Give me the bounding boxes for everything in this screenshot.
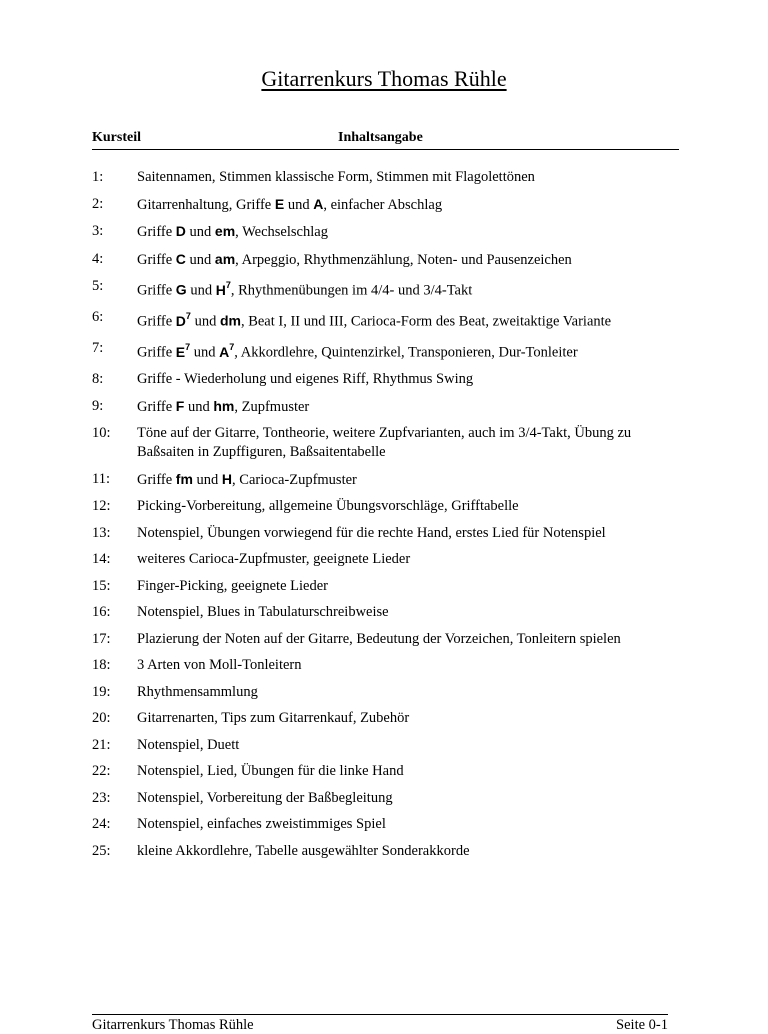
course-row: [92, 630, 679, 649]
course-number: 11:: [92, 470, 110, 487]
description-text: , einfacher Abschlag: [323, 196, 443, 213]
course-description: [137, 603, 679, 622]
page-footer: [92, 1014, 668, 1033]
description-text: und: [284, 196, 314, 213]
chord-name: hm: [213, 397, 235, 414]
course-row: [92, 550, 679, 569]
description-text: Gitarrenhaltung, Griffe: [137, 196, 275, 213]
course-number: 17:: [92, 630, 111, 647]
course-description: [137, 277, 679, 301]
course-row: [92, 397, 679, 417]
chord-name: $E^7$: [175, 342, 191, 360]
chord-name: H: [221, 470, 233, 487]
chord-name: F: [175, 397, 185, 414]
description-text: Griffe: [137, 313, 176, 330]
course-row: [92, 577, 679, 596]
course-row: [92, 762, 679, 781]
footer-page-number: Seite 0-1: [616, 1017, 668, 1033]
description-text: Griffe - Wiederholung und eigenes Riff, Rhythmus Swing: [137, 371, 474, 388]
course-number: 12:: [92, 498, 111, 515]
description-text: 3 Arten von Moll-Tonleitern: [137, 657, 302, 674]
description-text: , Carioca-Zupfmuster: [232, 471, 357, 488]
table-header: [92, 130, 679, 150]
course-row: [92, 789, 679, 808]
course-row: [92, 815, 679, 834]
chord-name: dm: [219, 312, 241, 329]
course-number: 3:: [92, 223, 104, 239]
course-description: [137, 709, 679, 728]
chord-superscript: 7: [229, 342, 235, 353]
course-description: [137, 577, 679, 596]
description-text: , Zupfmuster: [234, 398, 310, 415]
course-description: [137, 370, 679, 389]
description-text: Griffe: [137, 224, 176, 240]
course-number: 4:: [92, 250, 104, 267]
course-number: 15:: [92, 577, 111, 594]
description-text: und: [185, 251, 215, 268]
course-number: 18:: [92, 657, 111, 674]
description-text: , Wechselschlag: [235, 224, 328, 240]
chord-name: C: [175, 250, 186, 267]
description-text: Notenspiel, Lied, Übungen für die linke Hand: [137, 763, 404, 780]
course-description: [137, 736, 679, 755]
course-description: [137, 397, 679, 417]
description-text: Notenspiel, Duett: [137, 736, 240, 753]
description-text: Finger-Picking, geeignete Lieder: [137, 577, 328, 594]
description-text: , Beat I, II und III, Carioca-Form des Beat, zweitaktige Variante: [240, 313, 612, 330]
course-description: [137, 497, 679, 516]
course-row: [92, 842, 679, 861]
course-row: [92, 524, 679, 543]
description-text: Griffe: [137, 251, 176, 268]
chord-name: fm: [175, 470, 193, 487]
description-text: Griffe: [137, 344, 176, 361]
course-description: [137, 195, 679, 215]
course-row: [92, 195, 679, 215]
description-text: und: [186, 282, 216, 299]
course-number: 20:: [92, 710, 111, 727]
course-number: 10:: [92, 425, 111, 442]
course-row: [92, 603, 679, 622]
description-text: Griffe: [137, 398, 176, 415]
course-number: 22:: [92, 763, 111, 780]
course-number: 23:: [92, 789, 111, 806]
course-description: [137, 550, 679, 569]
course-number: 21:: [92, 736, 111, 753]
course-number: 7:: [92, 340, 104, 357]
chord-name: $D^7$: [175, 311, 191, 329]
course-row: [92, 339, 679, 363]
course-number: 2:: [92, 195, 104, 212]
description-text: und: [185, 224, 215, 240]
course-list: [92, 168, 679, 868]
course-row: [92, 470, 679, 490]
description-text: und: [184, 398, 214, 415]
description-text: Notenspiel, Übungen vorwiegend für die rechte Hand, erstes Lied für Notenspiel: [137, 524, 606, 541]
description-text: , Akkordlehre, Quintenzirkel, Transponieren, Dur-Tonleiter: [234, 344, 578, 361]
chord-name: D: [175, 223, 186, 239]
course-description: [137, 630, 679, 649]
chord-name: $H^7$: [215, 280, 231, 298]
course-row: [92, 656, 679, 675]
description-text: Notenspiel, Blues in Tabulaturschreibweise: [137, 604, 389, 621]
description-text: Saitennamen, Stimmen klassische Form, Stimmen mit Flagolettönen: [137, 169, 535, 185]
course-description: [137, 815, 679, 834]
footer-title: Gitarrenkurs Thomas Rühle: [92, 1017, 254, 1033]
course-row: [92, 250, 679, 270]
description-text: Gitarrenarten, Tips zum Gitarrenkauf, Zubehör: [137, 710, 410, 727]
course-row: [92, 736, 679, 755]
chord-name: G: [175, 281, 187, 298]
course-row: [92, 709, 679, 728]
chord-name: A: [313, 195, 324, 212]
course-number: 24:: [92, 816, 111, 833]
course-description: [137, 789, 679, 808]
course-description: [137, 308, 679, 332]
chord-name: em: [214, 223, 236, 239]
description-text: Plazierung der Noten auf der Gitarre, Bedeutung der Vorzeichen, Tonleitern spielen: [137, 630, 621, 647]
description-text: weiteres Carioca-Zupfmuster, geeignete Lieder: [137, 551, 411, 568]
description-text: Töne auf der Gitarre, Tontheorie, weitere Zupfvarianten, auch im 3/4-Takt, Übung zu Baßsaiten in Zupffiguren, Baßsaitentabelle: [137, 425, 632, 461]
course-description: [137, 222, 679, 242]
course-number: 6:: [92, 309, 104, 326]
chord-superscript: 7: [225, 280, 231, 290]
course-number: 14:: [92, 551, 111, 568]
course-number: 1:: [92, 169, 104, 185]
description-text: Notenspiel, einfaches zweistimmiges Spiel: [137, 816, 386, 833]
description-text: Griffe: [137, 282, 176, 299]
description-text: und: [190, 313, 220, 330]
description-text: Notenspiel, Vorbereitung der Baßbegleitung: [137, 789, 393, 806]
document-title: Gitarrenkurs Thomas Rühle: [261, 66, 507, 91]
course-number: 13:: [92, 524, 111, 541]
course-number: 19:: [92, 683, 111, 700]
course-row: [92, 497, 679, 516]
description-text: Griffe: [137, 471, 176, 488]
course-number: 8:: [92, 371, 104, 388]
description-text: und: [192, 471, 222, 488]
description-text: Rhythmensammlung: [137, 683, 258, 700]
course-number: 25:: [92, 842, 111, 859]
chord-superscript: 7: [185, 311, 191, 322]
course-number: 5:: [92, 278, 104, 294]
course-number: 9:: [92, 397, 104, 414]
course-row: [92, 222, 679, 242]
course-description: [137, 470, 679, 490]
course-description: [137, 656, 679, 675]
chord-name: E: [274, 195, 285, 212]
course-description: [137, 524, 679, 543]
course-row: [92, 308, 679, 332]
description-text: , Rhythmenübungen im 4/4- und 3/4-Takt: [230, 282, 473, 299]
course-description: [137, 250, 679, 270]
course-row: [92, 277, 679, 301]
header-kursteil: Kursteil: [92, 130, 141, 145]
course-description: [137, 842, 679, 861]
course-description: [137, 168, 679, 187]
course-row: [92, 683, 679, 702]
course-number: 16:: [92, 604, 111, 621]
course-row: [92, 370, 679, 389]
description-text: kleine Akkordlehre, Tabelle ausgewählter Sonderakkorde: [137, 842, 470, 859]
chord-name: $A^7$: [219, 342, 235, 360]
chord-superscript: 7: [185, 342, 191, 353]
course-row: [92, 168, 679, 187]
course-description: [137, 424, 679, 462]
course-description: [137, 339, 679, 363]
description-text: Picking-Vorbereitung, allgemeine Übungsvorschläge, Grifftabelle: [137, 498, 519, 515]
course-description: [137, 683, 679, 702]
header-inhaltsangabe: Inhaltsangabe: [338, 130, 423, 145]
course-row: [92, 424, 679, 462]
description-text: , Arpeggio, Rhythmenzählung, Noten- und Pausenzeichen: [235, 251, 572, 268]
description-text: und: [190, 344, 220, 361]
course-description: [137, 762, 679, 781]
chord-name: am: [214, 250, 236, 267]
